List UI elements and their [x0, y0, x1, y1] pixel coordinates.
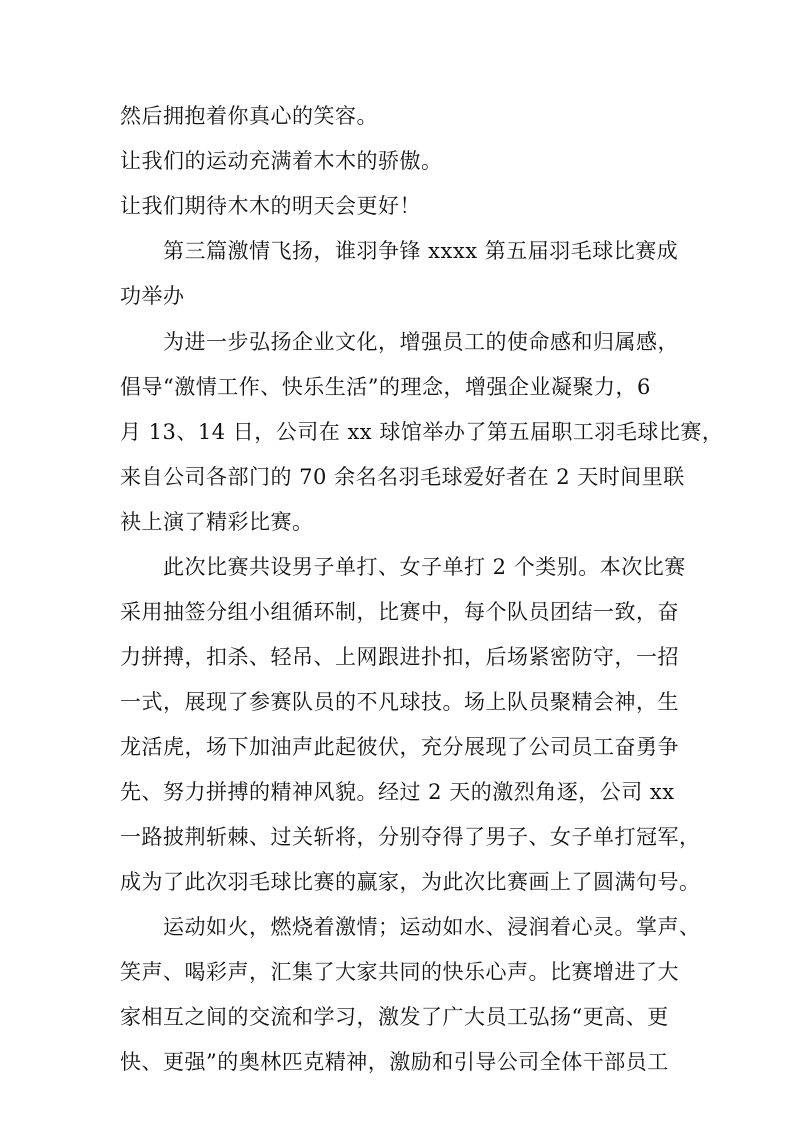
paragraph-line: 成为了此次羽毛球比赛的赢家，为此次比赛画上了圆满句号。: [120, 870, 701, 894]
section-heading-line: 功举办: [120, 284, 185, 308]
text-line: 然后拥抱着你真心的笑容。: [120, 104, 378, 128]
text-line: 让我们期待木木的明天会更好！: [120, 194, 421, 218]
paragraph-line: 快、更强”的奥林匹克精神，激励和引导公司全体干部员工: [120, 1050, 669, 1074]
paragraph-line: 力拼搏，扣杀、轻吊、上网跟进扑扣，后场紧密防守，一招: [120, 645, 679, 669]
paragraph-line: 龙活虎，场下加油声此起彼伏，充分展现了公司员工奋勇争: [120, 735, 679, 759]
paragraph-line: 此次比赛共设男子单打、女子单打 2 个类别。本次比赛: [163, 555, 686, 579]
paragraph-line: 一式，展现了参赛队员的不凡球技。场上队员聚精会神，生: [120, 690, 679, 714]
paragraph-line: 运动如火，燃烧着激情；运动如水、浸润着心灵。掌声、: [163, 915, 701, 939]
paragraph-line: 一路披荆斩棘、过关斩将，分别夺得了男子、女子单打冠军，: [120, 825, 701, 849]
paragraph-line: 为进一步弘扬企业文化，增强员工的使命感和归属感，: [163, 330, 679, 354]
text-line: 让我们的运动充满着木木的骄傲。: [120, 149, 443, 173]
paragraph-line: 袂上演了精彩比赛。: [120, 510, 314, 534]
paragraph-line: 家相互之间的交流和学习，激发了广大员工弘扬“更高、更: [120, 1005, 669, 1029]
section-heading-line: 第三篇激情飞扬，谁羽争锋 xxxx 第五届羽毛球比赛成: [163, 239, 679, 263]
paragraph-line: 先、努力拼搏的精神风貌。经过 2 天的激烈角逐，公司 xx: [120, 780, 675, 804]
paragraph-line: 月 13、14 日，公司在 xx 球馆举办了第五届职工羽毛球比赛，: [120, 420, 724, 444]
paragraph-line: 采用抽签分组小组循环制，比赛中，每个队员团结一致，奋: [120, 600, 679, 624]
paragraph-line: 笑声、喝彩声，汇集了大家共同的快乐心声。比赛增进了大: [120, 960, 679, 984]
paragraph-line: 来自公司各部门的 70 余名名羽毛球爱好者在 2 天时间里联: [120, 465, 685, 489]
paragraph-line: 倡导“激情工作、快乐生活”的理念，增强企业凝聚力，6: [120, 375, 651, 399]
